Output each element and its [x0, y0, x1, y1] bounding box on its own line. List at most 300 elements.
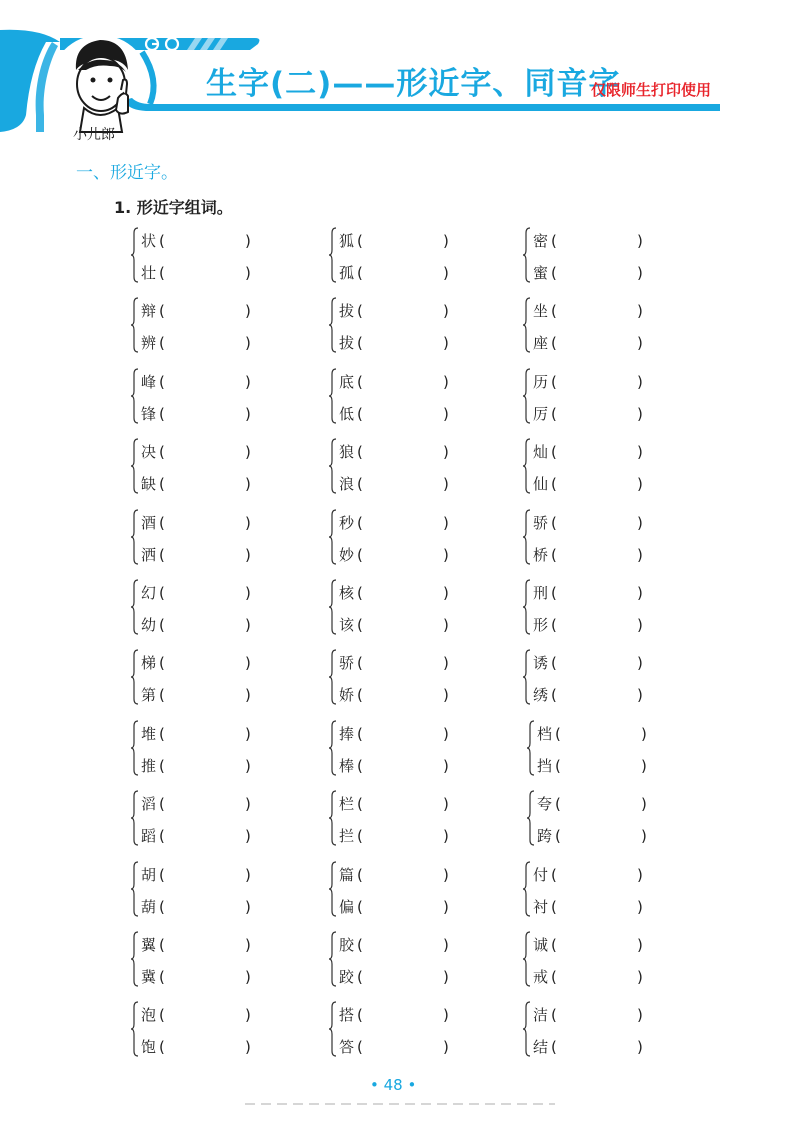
open-paren: ( [551, 232, 557, 250]
word-blank-entry[interactable] [533, 581, 643, 605]
open-paren: ( [551, 372, 557, 391]
word-pair-row [131, 295, 651, 357]
character: 篇 [339, 865, 355, 884]
close-paren: ) [245, 897, 251, 916]
word-pair-row [131, 859, 651, 921]
close-paren: ) [443, 232, 449, 250]
close-paren: ) [641, 795, 647, 814]
word-blank-entry[interactable] [339, 581, 449, 605]
character: 答 [339, 1038, 355, 1057]
word-blank-entry[interactable] [339, 472, 449, 496]
character: 密 [533, 232, 549, 250]
character: 栏 [339, 795, 355, 814]
brace-icon [523, 579, 531, 635]
usage-restriction-note: 仅限师生打印使用 [591, 81, 712, 99]
character: 胡 [141, 865, 157, 884]
close-paren: ) [443, 827, 449, 846]
word-pair [131, 366, 251, 428]
character: 蹈 [141, 827, 157, 846]
character: 骄 [339, 654, 355, 673]
character: 梯 [141, 654, 157, 673]
word-pair [131, 295, 251, 357]
word-pair [523, 999, 643, 1061]
open-paren: ( [551, 654, 557, 673]
word-blank-entry[interactable] [533, 1003, 643, 1027]
word-blank-entry[interactable] [141, 792, 251, 816]
open-paren: ( [159, 232, 165, 250]
brace-icon [329, 297, 337, 353]
word-pair [527, 788, 647, 850]
word-blank-entry[interactable] [533, 543, 643, 567]
open-paren: ( [555, 724, 561, 743]
brace-icon [131, 438, 139, 494]
character: 棒 [339, 756, 355, 775]
close-paren: ) [245, 936, 251, 954]
close-paren: ) [443, 897, 449, 916]
close-paren: ) [637, 865, 643, 884]
open-paren: ( [159, 443, 165, 462]
open-paren: ( [159, 475, 165, 494]
word-blank-entry[interactable] [533, 402, 643, 426]
word-blank-entry[interactable] [533, 261, 643, 285]
character: 胶 [339, 936, 355, 954]
close-paren: ) [245, 232, 251, 250]
close-paren: ) [637, 936, 643, 954]
word-pair [131, 929, 251, 991]
open-paren: ( [159, 686, 165, 705]
open-paren: ( [357, 897, 363, 916]
close-paren: ) [443, 372, 449, 391]
word-blank-entry[interactable] [339, 331, 449, 355]
brace-icon [329, 509, 337, 565]
mascot-label: 小儿郎 [73, 127, 115, 143]
brace-icon [131, 1001, 139, 1057]
word-blank-entry[interactable] [141, 613, 251, 637]
character: 娇 [339, 686, 355, 705]
open-paren: ( [159, 1038, 165, 1057]
character: 泡 [141, 1006, 157, 1025]
brace-icon [329, 649, 337, 705]
close-paren: ) [245, 1038, 251, 1057]
close-paren: ) [637, 264, 643, 282]
brace-icon [523, 227, 531, 283]
word-blank-entry[interactable] [339, 965, 449, 989]
close-paren: ) [245, 756, 251, 775]
close-paren: ) [245, 865, 251, 884]
word-blank-entry[interactable] [537, 722, 647, 746]
open-paren: ( [159, 968, 165, 986]
open-paren: ( [159, 724, 165, 743]
close-paren: ) [637, 545, 643, 564]
open-paren: ( [357, 756, 363, 775]
close-paren: ) [637, 584, 643, 602]
exercise-heading: 1. 形近字组词。 [114, 198, 233, 217]
character: 辨 [141, 334, 157, 353]
word-pair [523, 507, 643, 569]
word-blank-entry[interactable] [141, 722, 251, 746]
character: 形 [533, 616, 549, 634]
word-blank-entry[interactable] [533, 229, 643, 253]
word-blank-entry[interactable] [141, 261, 251, 285]
open-paren: ( [551, 936, 557, 954]
word-pair [131, 999, 251, 1061]
word-blank-entry[interactable] [537, 824, 647, 848]
word-blank-entry[interactable] [339, 824, 449, 848]
word-blank-entry[interactable] [533, 613, 643, 637]
close-paren: ) [443, 795, 449, 814]
word-pair [523, 295, 643, 357]
character: 诱 [533, 654, 549, 673]
character: 峰 [141, 372, 157, 391]
word-pair [523, 577, 643, 639]
brace-icon [131, 509, 139, 565]
open-paren: ( [551, 865, 557, 884]
word-blank-entry[interactable] [141, 229, 251, 253]
open-paren: ( [555, 827, 561, 846]
word-blank-entry[interactable] [533, 863, 643, 887]
character: 挡 [537, 756, 553, 775]
word-blank-entry[interactable] [339, 543, 449, 567]
open-paren: ( [357, 404, 363, 423]
word-blank-entry[interactable] [141, 965, 251, 989]
open-paren: ( [551, 1006, 557, 1025]
word-blank-entry[interactable] [533, 440, 643, 464]
word-blank-entry[interactable] [141, 331, 251, 355]
word-pair [131, 647, 251, 709]
brace-icon [329, 227, 337, 283]
word-pair [329, 225, 449, 287]
brace-icon [131, 720, 139, 776]
close-paren: ) [443, 936, 449, 954]
close-paren: ) [245, 654, 251, 673]
character: 妙 [339, 545, 355, 564]
close-paren: ) [443, 443, 449, 462]
open-paren: ( [159, 264, 165, 282]
word-blank-entry[interactable] [141, 543, 251, 567]
character: 结 [533, 1038, 549, 1057]
close-paren: ) [443, 302, 449, 321]
close-paren: ) [637, 1006, 643, 1025]
character: 翼 [141, 936, 157, 954]
open-paren: ( [357, 686, 363, 705]
word-blank-entry[interactable] [141, 370, 251, 394]
brace-icon [131, 861, 139, 917]
close-paren: ) [637, 1038, 643, 1057]
close-paren: ) [641, 756, 647, 775]
word-blank-entry[interactable] [141, 651, 251, 675]
word-pair [329, 929, 449, 991]
open-paren: ( [159, 404, 165, 423]
word-blank-entry[interactable] [339, 613, 449, 637]
word-blank-entry[interactable] [533, 683, 643, 707]
word-pair [523, 225, 643, 287]
close-paren: ) [443, 686, 449, 705]
word-blank-entry[interactable] [533, 511, 643, 535]
open-paren: ( [159, 1006, 165, 1025]
word-pair [131, 507, 251, 569]
close-paren: ) [637, 334, 643, 353]
close-paren: ) [443, 756, 449, 775]
open-paren: ( [357, 443, 363, 462]
close-paren: ) [443, 404, 449, 423]
word-pair [329, 577, 449, 639]
open-paren: ( [159, 545, 165, 564]
open-paren: ( [357, 968, 363, 986]
brace-icon [523, 1001, 531, 1057]
open-paren: ( [551, 513, 557, 532]
word-blank-entry[interactable] [339, 1003, 449, 1027]
brace-icon [527, 720, 535, 776]
character: 状 [141, 232, 157, 250]
brace-icon [329, 368, 337, 424]
word-blank-entry[interactable] [537, 792, 647, 816]
word-blank-entry[interactable] [339, 229, 449, 253]
character: 秒 [339, 513, 355, 532]
close-paren: ) [245, 795, 251, 814]
brace-icon [131, 368, 139, 424]
open-paren: ( [159, 513, 165, 532]
word-blank-entry[interactable] [141, 511, 251, 535]
word-pair-row [131, 718, 651, 780]
close-paren: ) [245, 264, 251, 282]
word-blank-entry[interactable] [533, 651, 643, 675]
word-blank-entry[interactable] [141, 754, 251, 778]
word-blank-entry[interactable] [533, 965, 643, 989]
close-paren: ) [637, 443, 643, 462]
close-paren: ) [245, 404, 251, 423]
open-paren: ( [551, 616, 557, 634]
close-paren: ) [443, 968, 449, 986]
close-paren: ) [245, 616, 251, 634]
close-paren: ) [443, 865, 449, 884]
close-paren: ) [443, 616, 449, 634]
mascot-boy-icon [76, 40, 128, 132]
word-blank-entry[interactable] [339, 299, 449, 323]
open-paren: ( [357, 264, 363, 282]
character: 跤 [339, 968, 355, 986]
close-paren: ) [245, 475, 251, 494]
character: 骄 [533, 513, 549, 532]
open-paren: ( [357, 302, 363, 321]
character: 厉 [533, 404, 549, 423]
word-blank-entry[interactable] [141, 824, 251, 848]
character: 洁 [533, 1006, 549, 1025]
word-blank-entry[interactable] [533, 1035, 643, 1059]
open-paren: ( [357, 584, 363, 602]
word-pair [329, 366, 449, 428]
open-paren: ( [551, 404, 557, 423]
open-paren: ( [159, 897, 165, 916]
close-paren: ) [637, 404, 643, 423]
word-blank-entry[interactable] [141, 1035, 251, 1059]
brace-icon [131, 790, 139, 846]
word-pair [131, 859, 251, 921]
close-paren: ) [245, 1006, 251, 1025]
character: 衬 [533, 897, 549, 916]
close-paren: ) [245, 372, 251, 391]
page-title: 生字(二)——形近字、同音字 [206, 66, 621, 102]
close-paren: ) [637, 513, 643, 532]
brace-icon [523, 649, 531, 705]
word-blank-entry[interactable] [141, 299, 251, 323]
word-blank-entry[interactable] [141, 863, 251, 887]
word-blank-entry[interactable] [339, 895, 449, 919]
word-blank-entry[interactable] [141, 440, 251, 464]
word-blank-entry[interactable] [141, 402, 251, 426]
word-blank-entry[interactable] [533, 370, 643, 394]
open-paren: ( [159, 827, 165, 846]
character: 档 [537, 724, 553, 743]
word-blank-entry[interactable] [339, 651, 449, 675]
word-pair-row [131, 577, 651, 639]
word-blank-entry[interactable] [339, 683, 449, 707]
word-pair [329, 999, 449, 1061]
word-pair [329, 436, 449, 498]
open-paren: ( [159, 654, 165, 673]
close-paren: ) [443, 264, 449, 282]
word-blank-entry[interactable] [339, 440, 449, 464]
close-paren: ) [443, 513, 449, 532]
character: 酒 [141, 513, 157, 532]
character: 堆 [141, 724, 157, 743]
character: 偏 [339, 897, 355, 916]
word-blank-entry[interactable] [339, 792, 449, 816]
character: 推 [141, 756, 157, 775]
character: 捧 [339, 724, 355, 743]
character: 夸 [537, 795, 553, 814]
close-paren: ) [443, 475, 449, 494]
word-pair-row [131, 647, 651, 709]
word-pair-row [131, 225, 651, 287]
open-paren: ( [159, 616, 165, 634]
open-paren: ( [357, 865, 363, 884]
brace-icon [131, 579, 139, 635]
brace-icon [523, 509, 531, 565]
word-blank-entry[interactable] [141, 581, 251, 605]
close-paren: ) [641, 724, 647, 743]
close-paren: ) [641, 827, 647, 846]
character: 绣 [533, 686, 549, 705]
word-blank-entry[interactable] [533, 331, 643, 355]
brace-icon [329, 438, 337, 494]
brace-icon [523, 438, 531, 494]
word-pair-row [131, 507, 651, 569]
word-pair [131, 577, 251, 639]
close-paren: ) [245, 443, 251, 462]
open-paren: ( [159, 795, 165, 814]
character: 付 [533, 865, 549, 884]
word-pair [329, 859, 449, 921]
character: 拦 [339, 827, 355, 846]
character: 蜜 [533, 264, 549, 282]
close-paren: ) [245, 968, 251, 986]
close-paren: ) [637, 654, 643, 673]
open-paren: ( [357, 724, 363, 743]
word-pair-row [131, 436, 651, 498]
character: 狐 [339, 232, 355, 250]
close-paren: ) [637, 968, 643, 986]
word-blank-entry[interactable] [141, 933, 251, 957]
open-paren: ( [357, 1006, 363, 1025]
word-pair [523, 859, 643, 921]
word-blank-entry[interactable] [141, 683, 251, 707]
brace-icon [329, 931, 337, 987]
word-pair-row [131, 366, 651, 428]
open-paren: ( [357, 827, 363, 846]
word-blank-entry[interactable] [141, 895, 251, 919]
open-paren: ( [357, 1038, 363, 1057]
word-blank-entry[interactable] [141, 1003, 251, 1027]
word-blank-entry[interactable] [533, 933, 643, 957]
open-paren: ( [357, 936, 363, 954]
brace-icon [131, 931, 139, 987]
word-blank-entry[interactable] [533, 895, 643, 919]
word-pair [523, 929, 643, 991]
character: 幼 [141, 616, 157, 634]
word-blank-entry[interactable] [533, 299, 643, 323]
brace-icon [329, 579, 337, 635]
open-paren: ( [159, 334, 165, 353]
word-pair [131, 436, 251, 498]
word-blank-entry[interactable] [339, 722, 449, 746]
character: 狼 [339, 443, 355, 462]
open-paren: ( [551, 443, 557, 462]
brace-icon [329, 790, 337, 846]
open-paren: ( [159, 584, 165, 602]
open-paren: ( [551, 475, 557, 494]
close-paren: ) [637, 302, 643, 321]
character: 低 [339, 404, 355, 423]
word-blank-entry[interactable] [339, 933, 449, 957]
close-paren: ) [443, 334, 449, 353]
word-blank-entry[interactable] [339, 370, 449, 394]
open-paren: ( [551, 264, 557, 282]
word-blank-entry[interactable] [339, 511, 449, 535]
word-blank-entry[interactable] [339, 754, 449, 778]
word-pair [131, 718, 251, 780]
word-pair-row [131, 999, 651, 1061]
word-pair [329, 295, 449, 357]
character: 坐 [533, 302, 549, 321]
page-header [0, 0, 800, 150]
word-pair [329, 507, 449, 569]
brace-icon [329, 861, 337, 917]
character: 第 [141, 686, 157, 705]
word-blank-entry[interactable] [533, 472, 643, 496]
brace-icon [131, 649, 139, 705]
character: 诚 [533, 936, 549, 954]
word-blank-entry[interactable] [339, 863, 449, 887]
brace-icon [527, 790, 535, 846]
word-blank-entry[interactable] [339, 1035, 449, 1059]
open-paren: ( [551, 302, 557, 321]
word-blank-entry[interactable] [141, 472, 251, 496]
brace-icon [131, 297, 139, 353]
word-pair [131, 225, 251, 287]
word-blank-entry[interactable] [339, 402, 449, 426]
character: 核 [339, 584, 355, 602]
brace-icon [329, 720, 337, 776]
word-blank-entry[interactable] [537, 754, 647, 778]
character: 搭 [339, 1006, 355, 1025]
word-blank-entry[interactable] [339, 261, 449, 285]
open-paren: ( [159, 372, 165, 391]
word-pair-row [131, 929, 651, 991]
page-number: • 48 • [370, 1076, 417, 1094]
character: 缺 [141, 475, 157, 494]
open-paren: ( [357, 545, 363, 564]
close-paren: ) [443, 654, 449, 673]
